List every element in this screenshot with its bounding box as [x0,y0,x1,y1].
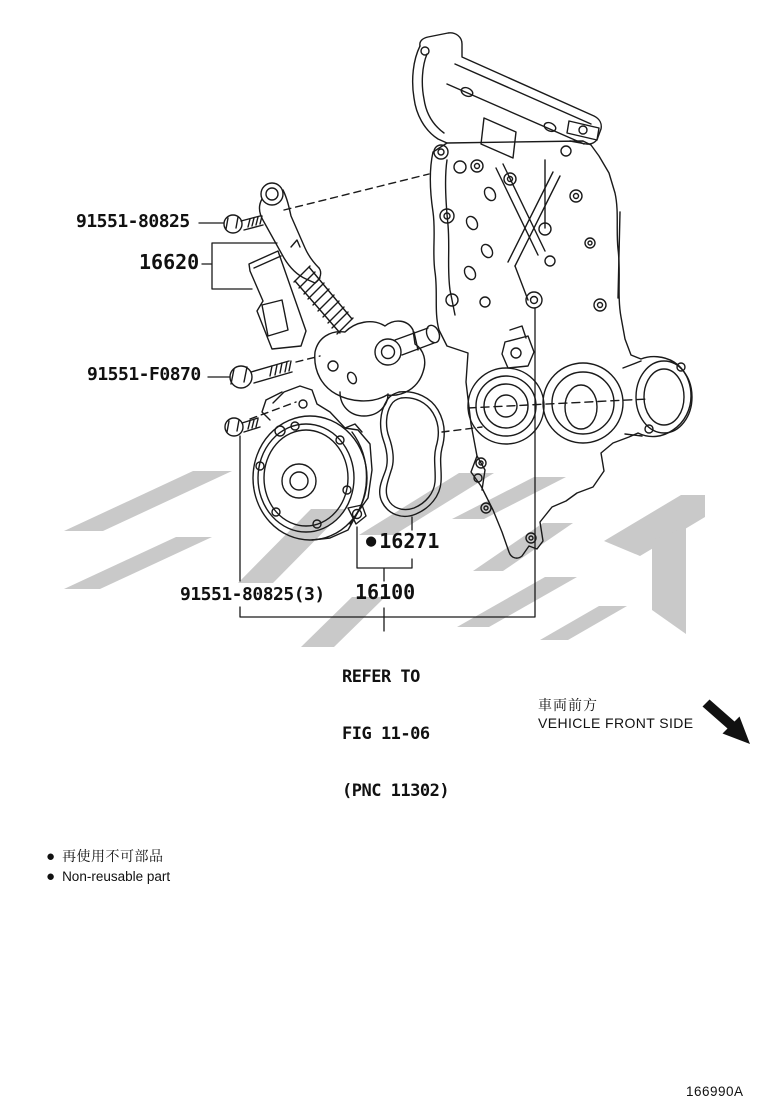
crank-seal-rings [543,363,623,443]
legend-text-en: Non-reusable part [62,868,171,884]
reference-note-line1: REFER TO [342,667,420,687]
part-label-gasket[interactable] [366,531,439,552]
part-label-water-pump[interactable]: 16100 [355,580,416,604]
vehicle-front-label [538,697,694,732]
bolt-91551-80825-icon [224,215,263,233]
bolt-91551-80825-3-icon [225,418,260,436]
part-label-tensioner[interactable]: 16620 [139,250,200,274]
legend-row-en [46,866,170,886]
outlet-flange [623,361,692,436]
reference-note-line2: FIG 11-06 [342,724,430,744]
legend-bullet-icon: ● [46,847,56,865]
non-reusable-marker-icon: ● [366,531,377,551]
legend-bullet-icon: ● [46,867,56,885]
vehicle-front-label-jp: 車両前方 [538,697,598,713]
pump-seat-rings [468,368,544,444]
legend-text-jp: 再使用不可部品 [62,848,164,864]
reference-note-line3: (PNC 11302) [342,781,450,801]
reference-note [342,630,449,839]
vehicle-front-label-en: VEHICLE FRONT SIDE [538,715,694,731]
non-reusable-legend [46,846,170,886]
tensioner-drawing [249,183,442,416]
figure-code: 166990A [686,1084,744,1099]
part-label-bolt-pump[interactable]: 91551-80825(3) [180,584,325,605]
part-label-bolt-pivot[interactable]: 91551-F0870 [87,364,201,385]
part-number-gasket: 16271 [379,529,440,553]
bolt-91551-F0870-icon [230,361,292,388]
part-label-bolt-top[interactable]: 91551-80825 [76,211,190,232]
front-direction-arrow-icon [703,700,751,745]
legend-row-jp [46,846,170,866]
